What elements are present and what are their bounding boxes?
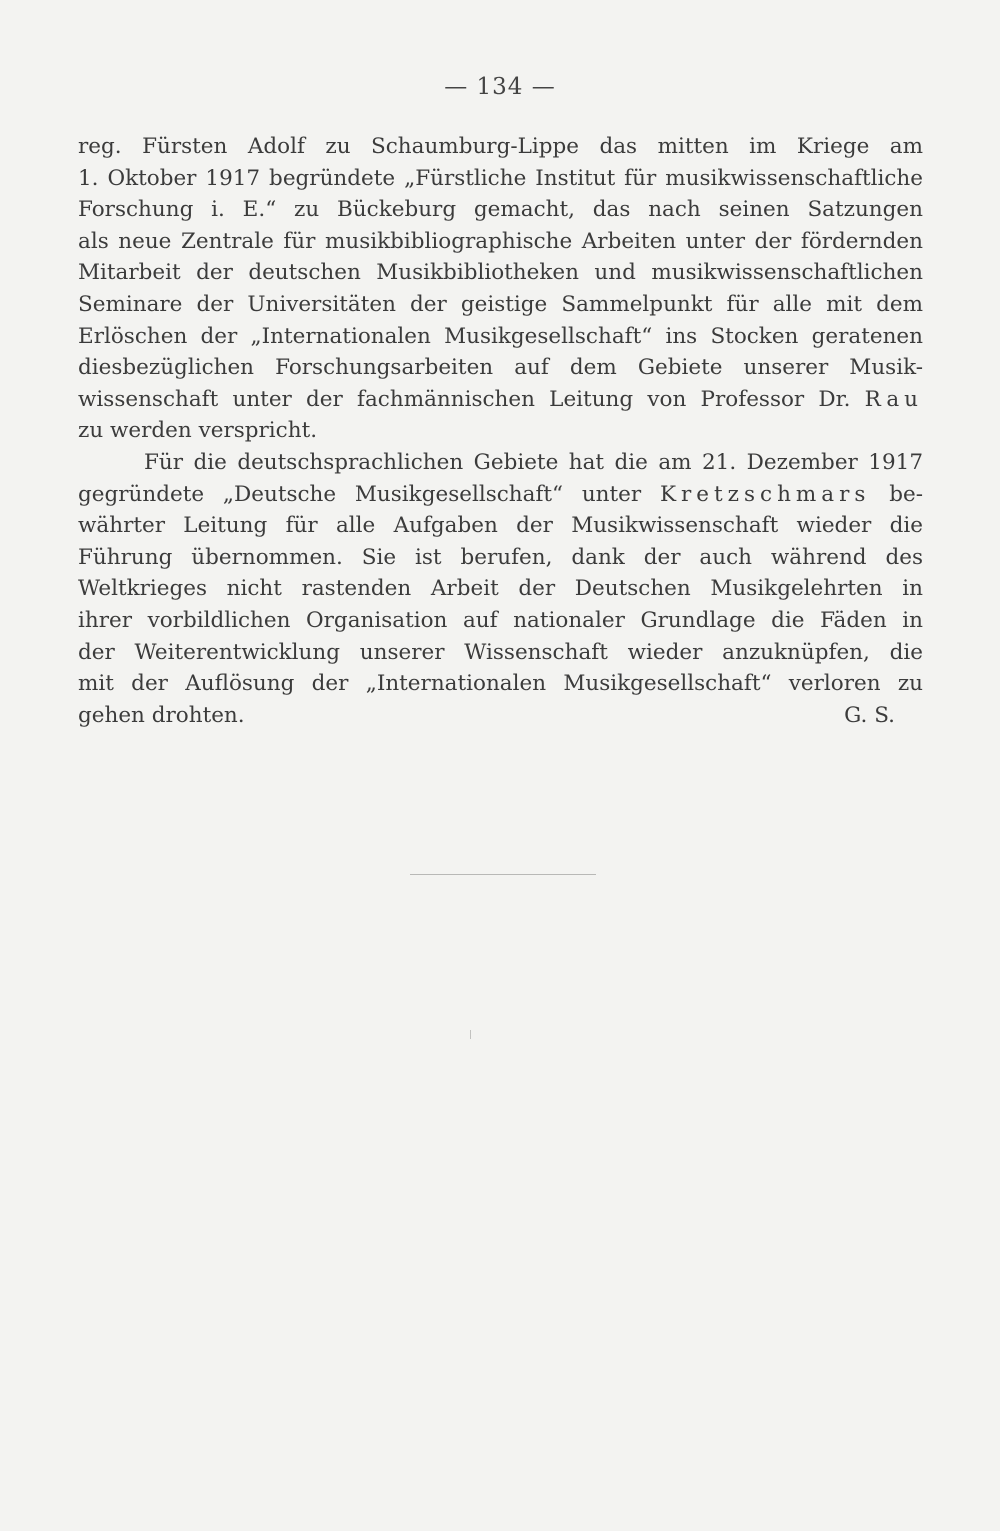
author-initials: G. S. [844,702,895,728]
text-fragment: gegründete „Deutsche Musikgesellschaft“ unter [78,481,660,507]
text-line: der Weiterentwicklung unserer Wissenschaft wieder anzuknüpfen, die [78,639,923,665]
print-speck [470,1030,471,1039]
person-name-rau: Rau [864,386,923,412]
text-fragment: be- [870,481,923,507]
text-line: Forschung i. E.“ zu Bückeburg gemacht, das nach seinen Satzungen [78,197,923,223]
text-line: als neue Zentrale für musikbibliographische Arbeiten unter der fördernden [78,228,923,254]
text-line: ihrer vorbildlichen Organisation auf nationaler Grundlage die Fäden in [78,607,923,633]
person-name-kretzschmar: Kretzschmars [659,481,871,507]
text-fragment: wissenschaft unter der fachmännischen Leitung von Professor Dr. [78,386,865,412]
text-line: Führung übernommen. Sie ist berufen, dank der auch während des [78,544,923,570]
text-line [78,479,923,511]
text-line: 1. Oktober 1917 begründete „Fürstliche Institut für musikwissenschaftliche [78,165,923,191]
text-line: zu werden verspricht. [78,418,318,444]
text-line: Erlöschen der „Internationalen Musikgesellschaft“ ins Stocken geratenen [78,323,923,349]
text-line: diesbezüglichen Forschungsarbeiten auf dem Gebiete unserer Musik- [78,355,923,381]
text-line: Mitarbeit der deutschen Musikbibliotheken und musikwissenschaftlichen [78,260,923,286]
text-line: Weltkrieges nicht rastenden Arbeit der Deutschen Musikgelehrten in [78,576,923,602]
text-line: Seminare der Universitäten der geistige Sammelpunkt für alle mit dem [78,291,923,317]
text-line: reg. Fürsten Adolf zu Schaumburg-Lippe das mitten im Kriege am [78,134,923,159]
page-number: — 134 — [444,74,556,100]
text-line: mit der Auflösung der „Internationalen Musikgesellschaft“ verloren zu [78,671,923,697]
body-text [78,131,923,731]
text-line-indented: Für die deutschsprachlichen Gebiete hat die am 21. Dezember 1917 [144,449,923,475]
text-fragment: gehen drohten. [78,702,245,728]
section-divider [410,874,596,875]
text-line: währter Leitung für alle Aufgaben der Musikwissenschaft wieder die [78,513,923,539]
text-line-final [78,700,923,732]
text-line [78,384,923,416]
